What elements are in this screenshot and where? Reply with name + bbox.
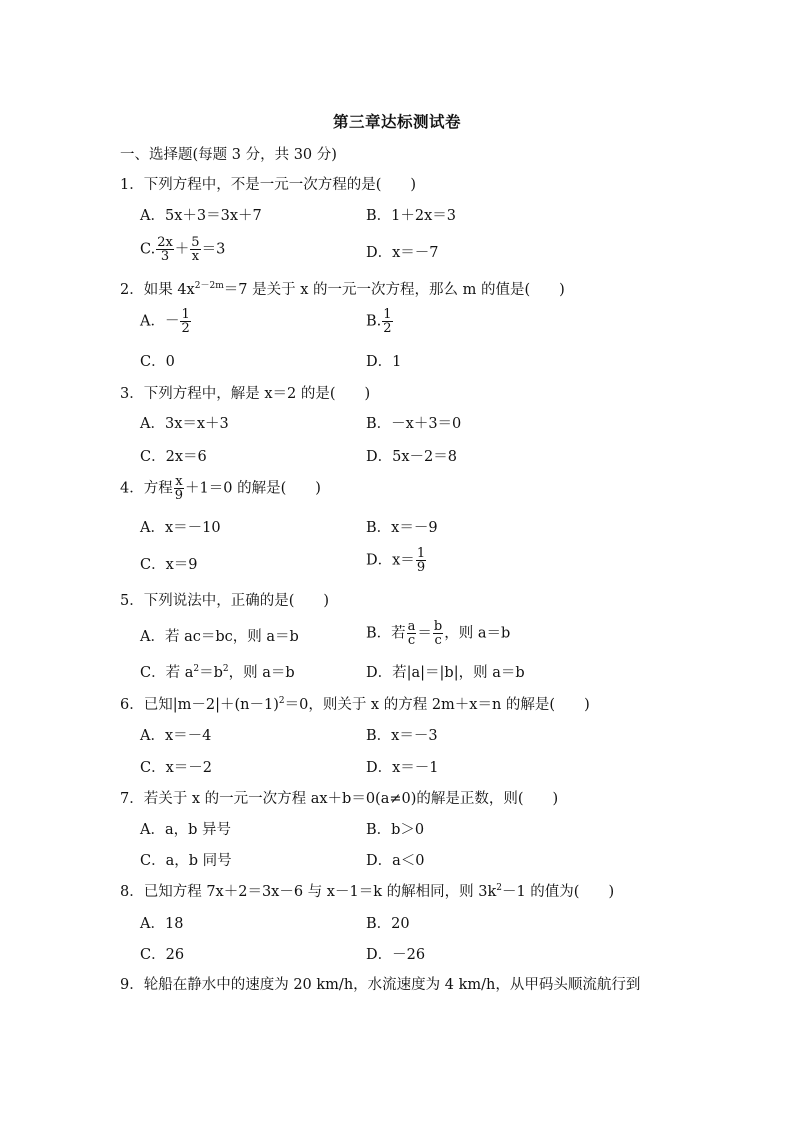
denominator: c — [434, 633, 442, 648]
question-1-option-b: B．1＋2x＝3 — [366, 208, 457, 224]
question-6-option-d: D．x＝－1 — [366, 760, 439, 776]
question-1-stem: 1．下列方程中，不是一元一次方程的是( ) — [120, 177, 417, 193]
denominator: 2 — [181, 321, 190, 336]
denominator: 3 — [160, 249, 170, 264]
question-6-option-c: C．x＝－2 — [140, 760, 212, 776]
exponent: 2－2m — [194, 281, 224, 291]
question-7-stem: 7．若关于 x 的一元一次方程 ax＋b＝0(a≠0)的解是正数，则( ) — [120, 791, 559, 807]
stem-part: －1 的值为( ) — [501, 884, 615, 900]
question-3-option-a: A．3x＝x＋3 — [140, 416, 229, 432]
option-part: ＝b — [199, 665, 223, 681]
page-title: 第三章达标测试卷 — [332, 112, 461, 131]
numerator: 5 — [191, 235, 200, 250]
question-8-option-d: D．－26 — [366, 947, 426, 963]
question-2-stem — [120, 281, 565, 299]
section-heading: 一、选择题(每题 3 分，共 30 分) — [120, 147, 337, 163]
question-2-option-c: C．0 — [140, 354, 175, 370]
question-4-option-d — [366, 547, 427, 574]
stem-part: ＋1＝0 的解是( ) — [185, 480, 321, 497]
question-1-option-a: A．5x＋3＝3x＋7 — [140, 208, 262, 224]
question-1-option-d: D．x＝－7 — [366, 245, 439, 261]
numerator: x — [175, 474, 183, 489]
fraction — [156, 236, 174, 263]
question-3-option-c: C．2x＝6 — [140, 449, 207, 465]
option-prefix: A．－ — [140, 313, 180, 330]
option-part: C．若 a — [140, 665, 194, 681]
question-3-stem: 3．下列方程中，解是 x＝2 的是( ) — [120, 386, 371, 402]
numerator: 1 — [181, 307, 190, 322]
fraction — [433, 620, 443, 647]
stem-part: 4．方程 — [120, 480, 173, 497]
exponent: 2 — [278, 696, 285, 706]
fraction — [416, 547, 426, 574]
question-2-option-a — [140, 308, 192, 335]
denominator: c — [407, 633, 416, 648]
denominator: 9 — [416, 560, 426, 575]
fraction — [190, 236, 200, 263]
option-prefix: B．若 — [366, 625, 406, 642]
question-7-option-d: D．a＜0 — [366, 853, 425, 869]
question-5-option-a: A．若 ac＝bc，则 a＝b — [140, 629, 299, 645]
option-part: ，则 a＝b — [228, 665, 295, 681]
denominator: 9 — [174, 488, 184, 503]
question-7-option-a: A．a，b 异号 — [140, 822, 232, 838]
exponent: 2 — [193, 664, 200, 674]
question-4-option-c: C．x＝9 — [140, 557, 198, 573]
stem-part: 8．已知方程 7x＋2＝3x－6 与 x－1＝k 的解相同，则 3k — [120, 884, 497, 900]
question-6-option-a: A．x＝－4 — [140, 728, 212, 744]
option-prefix: B. — [366, 313, 382, 330]
numerator: 2x — [157, 235, 173, 250]
numerator: b — [433, 619, 443, 634]
stem-part: 6．已知|m－2|＋(n－1) — [120, 697, 279, 713]
option-prefix: D．x＝ — [366, 552, 415, 569]
denominator: 2 — [383, 321, 392, 336]
stem-part: ＝0，则关于 x 的方程 2m＋x＝n 的解是( ) — [284, 697, 590, 713]
fraction — [180, 308, 190, 335]
question-3-option-b: B．－x＋3＝0 — [366, 416, 462, 432]
fraction — [174, 475, 184, 502]
fraction — [382, 308, 392, 335]
question-4-option-a: A．x＝－10 — [140, 520, 221, 536]
question-4-option-b: B．x＝－9 — [366, 520, 438, 536]
question-1-option-c — [140, 236, 225, 263]
question-8-stem — [120, 883, 614, 901]
question-3-option-d: D．5x－2＝8 — [366, 449, 457, 465]
question-5-option-b — [366, 620, 510, 647]
option-rest: ，则 a＝b — [444, 625, 511, 642]
question-5-option-d: D．若|a|＝|b|，则 a＝b — [366, 665, 525, 681]
question-7-option-c: C．a，b 同号 — [140, 853, 232, 869]
plus-sign: ＋ — [174, 241, 190, 258]
stem-part: 2．如果 4x — [120, 282, 195, 298]
question-9-stem: 9．轮船在静水中的速度为 20 km/h，水流速度为 4 km/h，从甲码头顺流航行到 — [120, 977, 641, 993]
exponent: 2 — [222, 664, 229, 674]
option-c-prefix: C. — [140, 241, 156, 258]
question-5-stem: 5．下列说法中，正确的是( ) — [120, 593, 330, 609]
numerator: a — [407, 619, 416, 634]
numerator: 1 — [416, 546, 426, 561]
question-8-option-a: A．18 — [140, 916, 184, 932]
stem-part: ＝7 是关于 x 的一元一次方程，那么 m 的值是( ) — [223, 282, 565, 298]
question-6-stem — [120, 696, 590, 714]
question-6-option-b: B．x＝－3 — [366, 728, 438, 744]
question-4-stem — [120, 475, 321, 502]
question-7-option-b: B．b＞0 — [366, 822, 425, 838]
equals-sign: ＝ — [417, 625, 432, 642]
question-8-option-b: B．20 — [366, 916, 410, 932]
fraction — [407, 620, 417, 647]
question-5-option-c — [140, 664, 295, 682]
question-8-option-c: C．26 — [140, 947, 185, 963]
denominator: x — [191, 249, 200, 264]
exponent: 2 — [496, 883, 502, 893]
question-2-option-d: D．1 — [366, 354, 402, 370]
numerator: 1 — [383, 307, 392, 322]
question-2-option-b — [366, 308, 394, 335]
equation-rest: ＝3 — [201, 241, 226, 258]
